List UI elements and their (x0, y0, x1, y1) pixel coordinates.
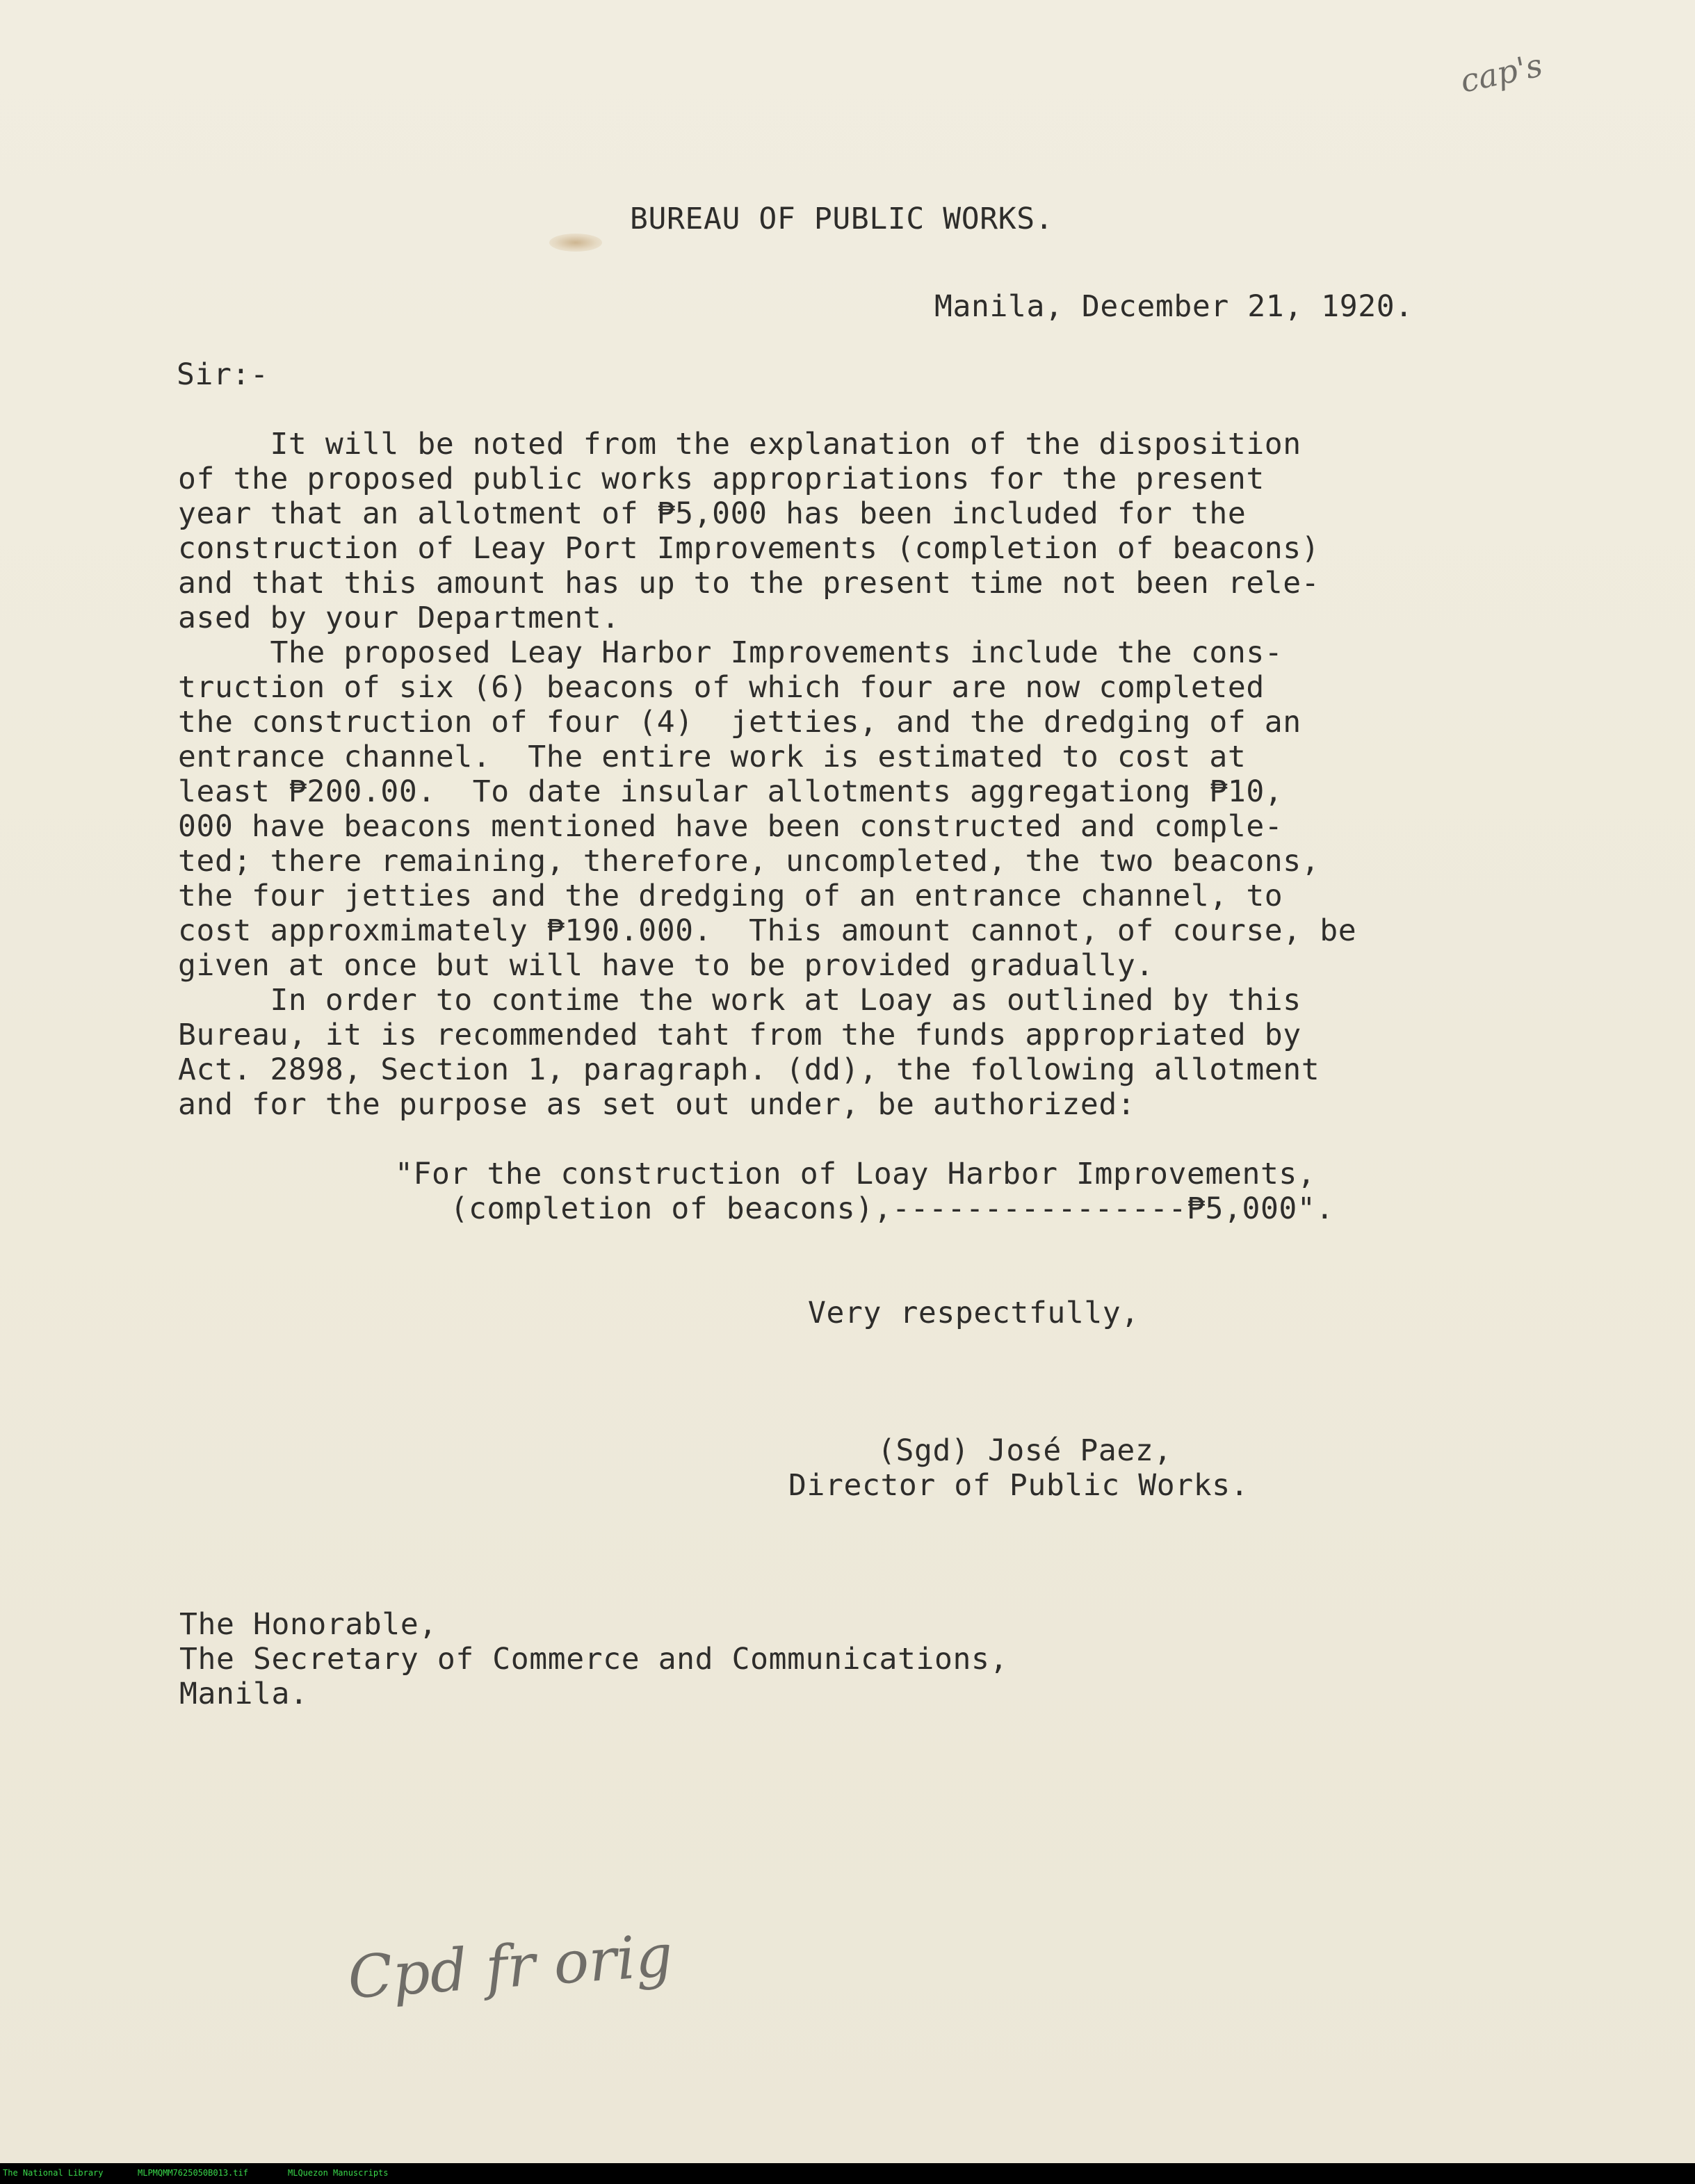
body-line: In order to contime the work at Loay as outlined by this (178, 983, 1301, 1018)
quote-line: "For the construction of Loay Harbor Improvements, (395, 1157, 1316, 1191)
signature-title: Director of Public Works. (788, 1468, 1249, 1503)
addressee-line: Manila. (179, 1677, 309, 1711)
body-line: 000 have beacons mentioned have been constructed and comple- (178, 809, 1283, 844)
body-line: ted; there remaining, therefore, uncompleted, the two beacons, (178, 844, 1320, 879)
handwritten-note-top: cap's (1457, 46, 1546, 100)
body-line: and that this amount has up to the present time not been rele- (178, 566, 1320, 601)
letter-salutation: Sir:- (177, 357, 269, 392)
body-line: of the proposed public works appropriations for the present (178, 462, 1265, 496)
letter-date: Manila, December 21, 1920. (934, 289, 1413, 324)
addressee-line: The Secretary of Commerce and Communications, (179, 1642, 1008, 1677)
body-line: It will be noted from the explanation of the disposition (178, 427, 1301, 462)
letter-heading: BUREAU OF PUBLIC WORKS. (630, 202, 1054, 236)
closing: Very respectfully, (808, 1296, 1140, 1330)
body-line: Act. 2898, Section 1, paragraph. (dd), the following allotment (178, 1052, 1320, 1087)
footer-filename: MLPMQMM7625050B013.tif (138, 2168, 248, 2178)
body-line: ased by your Department. (178, 601, 620, 635)
body-line: least ₱200.00. To date insular allotments aggregationg ₱10, (178, 774, 1283, 809)
body-line: The proposed Leay Harbor Improvements include the cons- (178, 635, 1283, 670)
body-line: given at once but will have to be provided gradually. (178, 948, 1154, 983)
footer-collection: MLQuezon Manuscripts (288, 2168, 389, 2178)
signature-name: (Sgd) José Paez, (877, 1433, 1172, 1468)
body-line: and for the purpose as set out under, be authorized: (178, 1087, 1136, 1122)
quote-line: (completion of beacons),----------------₱5,000". (395, 1191, 1334, 1226)
body-line: entrance channel. The entire work is estimated to cost at (178, 740, 1247, 774)
handwritten-note-bottom: Cpd fr orig (346, 1921, 675, 2012)
body-line: the construction of four (4) jetties, and the dredging of an (178, 705, 1301, 740)
scan-footer-bar (0, 2163, 1695, 2184)
body-line: cost approxmimately ₱190.000. This amount cannot, of course, be (178, 913, 1357, 948)
body-line: Bureau, it is recommended taht from the funds appropriated by (178, 1018, 1301, 1052)
paper-stain (549, 234, 602, 252)
body-line: truction of six (6) beacons of which four are now completed (178, 670, 1265, 705)
addressee-line: The Honorable, (179, 1607, 437, 1642)
body-line: year that an allotment of ₱5,000 has been included for the (178, 496, 1247, 531)
body-line: construction of Leay Port Improvements (completion of beacons) (178, 531, 1320, 566)
body-line: the four jetties and the dredging of an entrance channel, to (178, 879, 1283, 913)
footer-library: The National Library (3, 2168, 104, 2178)
